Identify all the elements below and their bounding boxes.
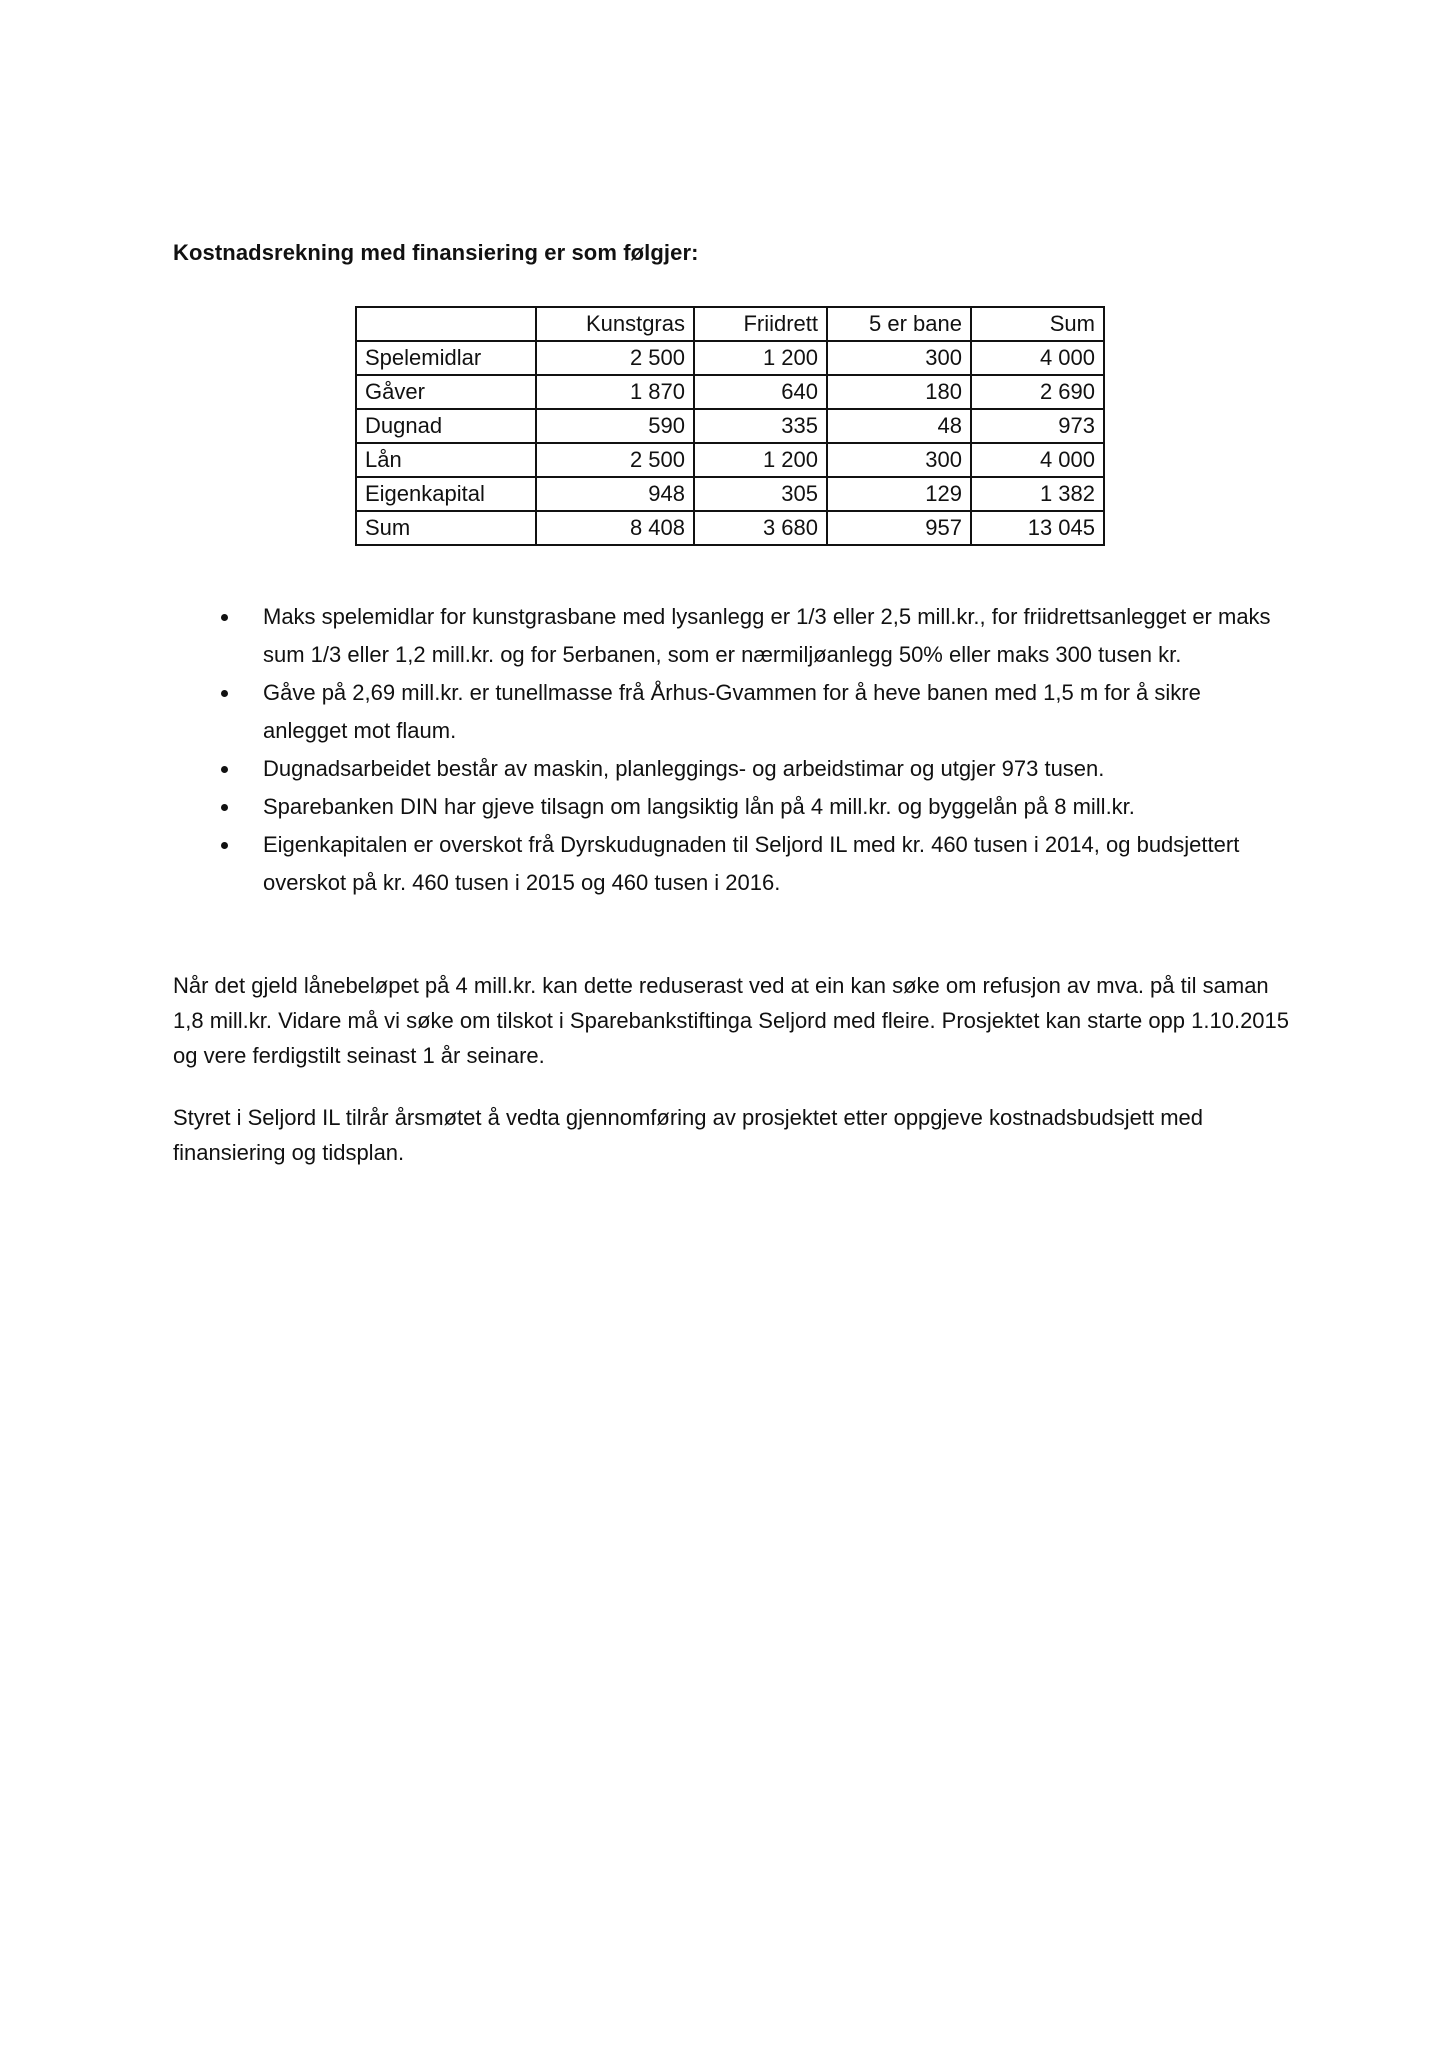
table-row: [356, 477, 1104, 511]
table-cell: 305: [694, 477, 827, 511]
list-item-text: Eigenkapitalen er overskot frå Dyrskudugnaden til Seljord IL med kr. 460 tusen i 2014, og budsjettert overskot på kr. 460 tusen i 2015 og 460 tusen i 2016.: [263, 832, 1240, 895]
table-cell: 1 200: [694, 341, 827, 375]
table-cell: 4 000: [971, 443, 1104, 477]
table-row: [356, 443, 1104, 477]
list-item: [173, 750, 1283, 788]
table-cell: 4 000: [971, 341, 1104, 375]
table-cell: Dugnad: [356, 409, 536, 443]
table-cell: 1 870: [536, 375, 694, 409]
cost-table: [355, 306, 1105, 546]
table-cell: 957: [827, 511, 971, 545]
list-item: [173, 598, 1283, 674]
table-cell: 300: [827, 443, 971, 477]
table-cell: Lån: [356, 443, 536, 477]
table-cell: 948: [536, 477, 694, 511]
table-cell: Gåver: [356, 375, 536, 409]
table-row: [356, 511, 1104, 545]
bullet-list: [173, 598, 1283, 902]
table-cell: 640: [694, 375, 827, 409]
list-item-text: Maks spelemidlar for kunstgrasbane med lysanlegg er 1/3 eller 2,5 mill.kr., for friidrettsanlegget er maks sum 1/3 eller 1,2 mill.kr. og for 5erbanen, som er nærmiljøanlegg 50% eller maks 300 tusen kr.: [263, 604, 1271, 667]
table-header-cell: Friidrett: [694, 307, 827, 341]
list-item-text: Dugnadsarbeidet består av maskin, planleggings- og arbeidstimar og utgjer 973 tusen.: [263, 756, 1105, 781]
table-header-cell: 5 er bane: [827, 307, 971, 341]
paragraph-recommendation: Styret i Seljord IL tilrår årsmøtet å vedta gjennomføring av prosjektet etter oppgjeve kostnadsbudsjett med finansiering og tidsplan.: [173, 1105, 1204, 1165]
table-cell: 2 500: [536, 443, 694, 477]
table-cell: 973: [971, 409, 1104, 443]
list-item: [173, 674, 1283, 750]
section-heading: Kostnadsrekning med finansiering er som følgjer:: [173, 240, 699, 265]
bullet-icon: [221, 614, 228, 621]
table-cell: 1 200: [694, 443, 827, 477]
bullet-icon: [221, 842, 228, 849]
table-cell: 2 690: [971, 375, 1104, 409]
list-item: [173, 826, 1283, 902]
bullet-icon: [221, 766, 228, 773]
table-cell: 180: [827, 375, 971, 409]
bullet-icon: [221, 804, 228, 811]
table-row: [356, 341, 1104, 375]
table-cell: 3 680: [694, 511, 827, 545]
table-header-cell: [356, 307, 536, 341]
table-row: [356, 409, 1104, 443]
list-item-text: Gåve på 2,69 mill.kr. er tunellmasse frå Århus-Gvammen for å heve banen med 1,5 m for å sikre anlegget mot flaum.: [263, 680, 1201, 743]
table-cell: 2 500: [536, 341, 694, 375]
table-header-row: [356, 307, 1104, 341]
table-cell: Spelemidlar: [356, 341, 536, 375]
table-cell: Sum: [356, 511, 536, 545]
table-cell: 1 382: [971, 477, 1104, 511]
table-cell: 129: [827, 477, 971, 511]
table-cell: 13 045: [971, 511, 1104, 545]
table-cell: Eigenkapital: [356, 477, 536, 511]
list-item: [173, 788, 1283, 826]
table-cell: 590: [536, 409, 694, 443]
table-cell: 300: [827, 341, 971, 375]
bullet-icon: [221, 690, 228, 697]
table-cell: 335: [694, 409, 827, 443]
table-row: [356, 375, 1104, 409]
paragraph-loan: Når det gjeld lånebeløpet på 4 mill.kr. kan dette reduserast ved at ein kan søke om refusjon av mva. på til saman 1,8 mill.kr. Vidare må vi søke om tilskot i Sparebankstiftinga Seljord med fleire. Prosjektet kan starte opp 1.10.2015 og vere ferdigstilt seinast 1 år seinare.: [173, 973, 1290, 1068]
table-cell: 48: [827, 409, 971, 443]
table-cell: 8 408: [536, 511, 694, 545]
list-item-text: Sparebanken DIN har gjeve tilsagn om langsiktig lån på 4 mill.kr. og byggelån på 8 mill.kr.: [263, 794, 1135, 819]
table-header-cell: Kunstgras: [536, 307, 694, 341]
table-header-cell: Sum: [971, 307, 1104, 341]
